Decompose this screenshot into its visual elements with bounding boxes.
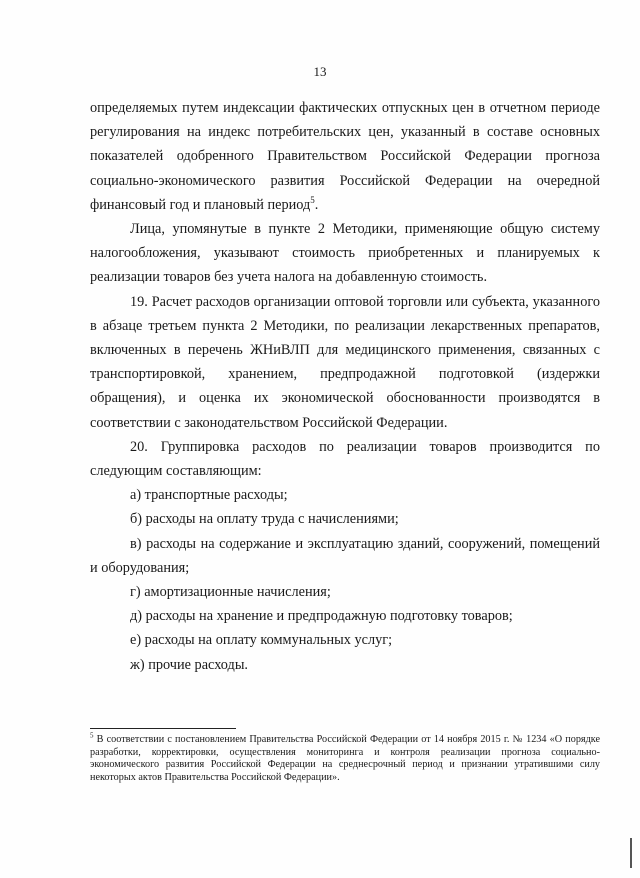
footnote-text: В соответствии с постановлением Правительства Российской Федерации от 14 ноября 2015 г. № 1234 «О порядке разработки, корректировки, осуществления мониторинга и контроля реализации прогноза социально-экономического развития Российской Федерации на среднесрочный период и признании утратившими силу некоторых актов Правительства Российской Федерации». — [90, 734, 601, 783]
list-item-v: в) расходы на содержание и эксплуатацию зданий, сооружений, помещений и оборудования; — [90, 535, 600, 576]
paragraph-vat: Лица, упомянутые в пункте 2 Методики, применяющие общую систему налогообложения, указывают стоимость приобретенных и планируемых к реализации товаров без учета налога на добавленную стоимость. — [90, 221, 600, 286]
paragraph-19: 19. Расчет расходов организации оптовой торговли или субъекта, указанного в абзаце третьем пункта 2 Методики, по реализации лекарственных препаратов, включенных в перечень ЖНиВЛП для медицинского применения, связанных с транспортировкой, хранением, предпродажной подготовкой (издержки обращения), и оценка их экономической обоснованности производятся в соответствии с законодательством Российской Федерации. — [90, 293, 600, 431]
footnote — [90, 731, 601, 784]
paragraph-20: 20. Группировка расходов по реализации товаров производится по следующим составляющим: — [90, 438, 600, 480]
footnote-marker: 5 — [90, 731, 94, 740]
list-item-d: д) расходы на хранение и предпродажную подготовку товаров; — [130, 608, 513, 625]
list-item-b: б) расходы на оплату труда с начислениями; — [130, 511, 399, 528]
list-item-e: е) расходы на оплату коммунальных услуг; — [130, 632, 393, 649]
paragraph-text: определяемых путем индексации фактических отпускных цен в отчетном периоде регулирования на индекс потребительских цен, указанный в составе основных показателей одобренного Правительством Российской Федерации прогноза социально-экономического развития Российской Федерации на очередной финансовый год и плановый период — [90, 100, 600, 213]
list-item-g: г) амортизационные начисления; — [130, 584, 331, 601]
scan-edge-mark — [630, 838, 632, 868]
page-number: 13 — [313, 64, 327, 79]
paragraph-tail: . — [314, 196, 319, 213]
list-item-zh: ж) прочие расходы. — [130, 656, 248, 673]
footnote-divider — [90, 728, 236, 729]
paragraph-continuation — [90, 96, 600, 217]
list-item-a: а) транспортные расходы; — [130, 487, 288, 504]
main-text — [90, 96, 600, 677]
footnote-reference[interactable]: 5 — [310, 195, 315, 206]
